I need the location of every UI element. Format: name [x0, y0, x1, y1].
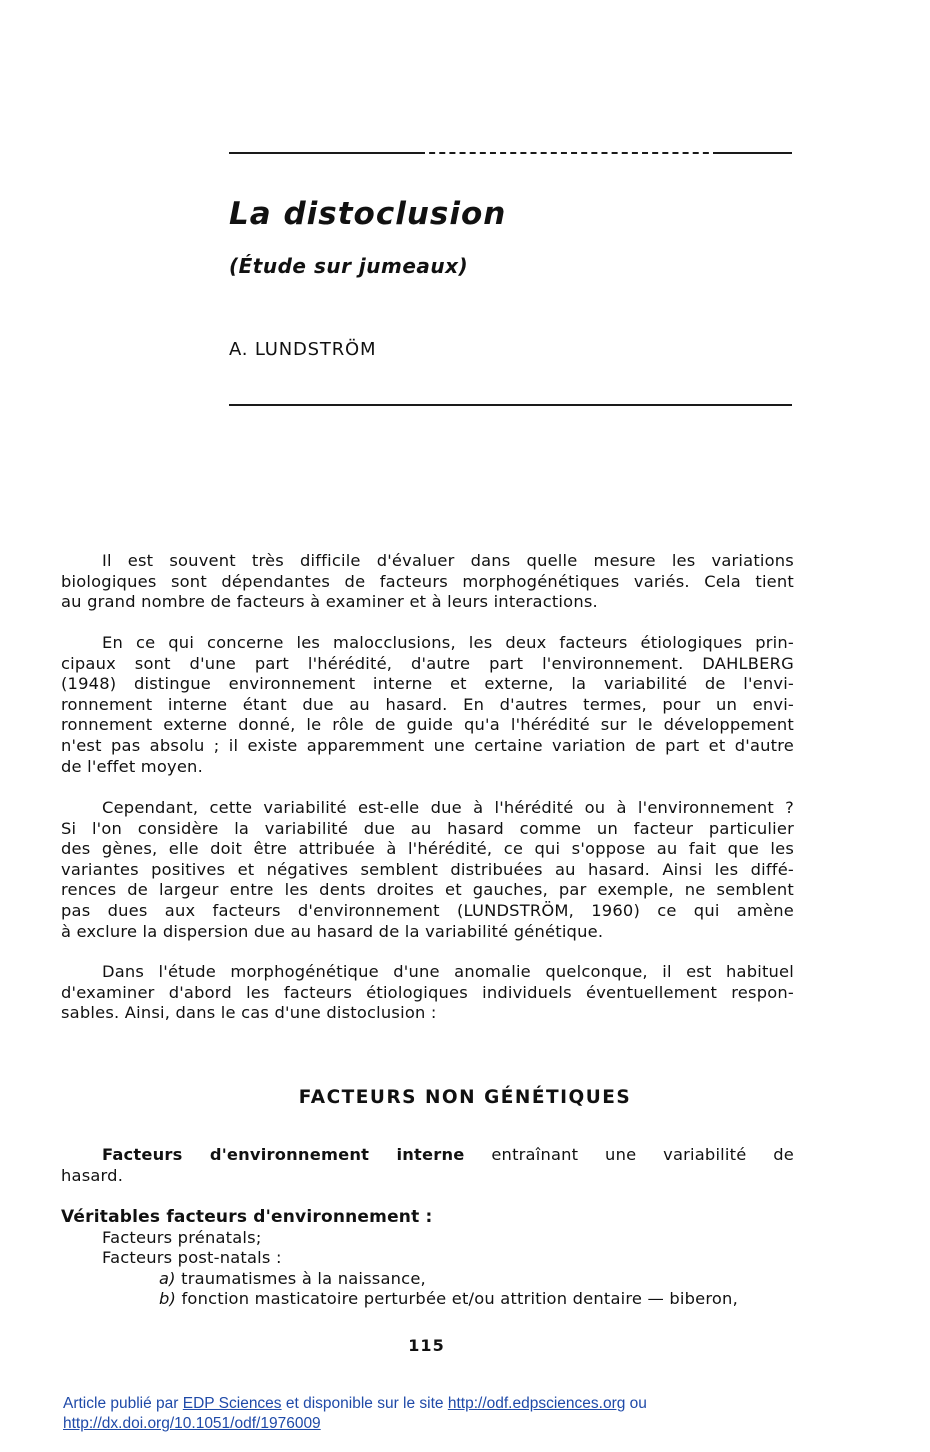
footer-prefix: Article publié par: [63, 1395, 183, 1412]
paragraph-line: rences de largeur entre les dents droites et gauches, par exemple, ne semblent: [61, 880, 794, 900]
article-author: A. LUNDSTRÖM: [229, 339, 377, 360]
publisher-footer: [63, 1394, 647, 1434]
paragraph-3: [61, 798, 794, 942]
paragraph-line: sables. Ainsi, dans le cas d'une distoclusion :: [61, 1003, 437, 1023]
list-subitem-marker: a): [159, 1268, 176, 1288]
top-rule-right: [719, 152, 792, 154]
list-subitem-marker: b): [159, 1289, 177, 1309]
list-subitem: [61, 1289, 738, 1310]
list-subitem-text: fonction masticatoire perturbée et/ou attrition dentaire — biberon,: [181, 1289, 738, 1309]
paragraph-line: ronnement externe donné, le rôle de guide qu'a l'hérédité sur le développement: [61, 715, 794, 735]
top-rule-middle: [419, 152, 719, 154]
section-intro-bold: Facteurs d'environnement interne: [102, 1145, 465, 1164]
paragraph-line: Dans l'étude morphogénétique d'une anomalie quelconque, il est habituel: [102, 962, 794, 981]
paragraph-1: [61, 551, 794, 613]
footer-line-2: [63, 1414, 647, 1434]
factor-list: [61, 1207, 738, 1310]
list-heading: Véritables facteurs d'environnement :: [61, 1207, 433, 1227]
paragraph-line: En ce qui concerne les malocclusions, les deux facteurs étiologiques prin-: [102, 633, 794, 652]
section-intro: [61, 1145, 794, 1186]
list-item: Facteurs prénatals;: [102, 1227, 262, 1247]
page-number: 115: [408, 1336, 445, 1355]
paragraph-line: au grand nombre de facteurs à examiner et à leurs interactions.: [61, 592, 598, 612]
article-title: La distoclusion: [229, 196, 507, 232]
list-subitem: [61, 1269, 738, 1290]
section-intro-line: hasard.: [61, 1165, 124, 1185]
paragraph-line: variantes positives et négatives semblent distribuées au hasard. Ainsi les diffé-: [61, 859, 794, 879]
paragraph-line: pas dues aux facteurs d'environnement (LUNDSTRÖM, 1960) ce qui amène: [61, 900, 794, 920]
paragraph-line: biologiques sont dépendantes de facteurs morphogénétiques variés. Cela tient: [61, 571, 794, 591]
list-subitem-text: traumatismes à la naissance,: [181, 1268, 426, 1288]
paragraph-line: ronnement interne étant due au hasard. En d'autres termes, pour un envi-: [61, 694, 794, 714]
paragraph-line: n'est pas absolu ; il existe apparemment une certaine variation de part et d'autre: [61, 735, 794, 755]
site-link[interactable]: http://odf.edpsciences.org: [447, 1395, 626, 1412]
header-bottom-rule: [229, 404, 792, 406]
paragraph-2: [61, 633, 794, 777]
paragraph-line: (1948) distingue environnement interne et externe, la variabilité de l'envi-: [61, 674, 794, 694]
paragraph-line: à exclure la dispersion due au hasard de la variabilité génétique.: [61, 921, 604, 941]
paragraph-line: Cependant, cette variabilité est-elle due à l'hérédité ou à l'environnement ?: [102, 798, 794, 817]
section-intro-rest: entraînant une variabilité de: [491, 1145, 794, 1164]
doi-link[interactable]: http://dx.doi.org/10.1051/odf/1976009: [63, 1415, 321, 1432]
section-heading: FACTEURS NON GÉNÉTIQUES: [298, 1087, 632, 1108]
paragraph-line: d'examiner d'abord les facteurs étiologiques individuels éventuellement respon-: [61, 982, 794, 1002]
publisher-link[interactable]: EDP Sciences: [182, 1395, 282, 1412]
paragraph-line: Si l'on considère la variabilité due au hasard comme un facteur particulier: [61, 818, 794, 838]
section-intro-line: [61, 1145, 794, 1166]
paragraph-line: Il est souvent très difficile d'évaluer dans quelle mesure les variations: [102, 551, 794, 570]
paragraph-4: [61, 962, 794, 1024]
paragraph-line: des gènes, elle doit être attribuée à l'hérédité, ce qui s'oppose au fait que les: [61, 839, 794, 859]
footer-suffix: ou: [625, 1395, 647, 1412]
paragraph-line: de l'effet moyen.: [61, 756, 203, 776]
footer-middle: et disponible sur le site: [281, 1395, 448, 1412]
footer-line-1: [63, 1394, 647, 1414]
article-subtitle: (Étude sur jumeaux): [229, 254, 469, 278]
paragraph-line: cipaux sont d'une part l'hérédité, d'autre part l'environnement. DAHLBERG: [61, 653, 794, 673]
list-item: Facteurs post-natals :: [102, 1248, 282, 1268]
top-rule-left: [229, 152, 419, 154]
